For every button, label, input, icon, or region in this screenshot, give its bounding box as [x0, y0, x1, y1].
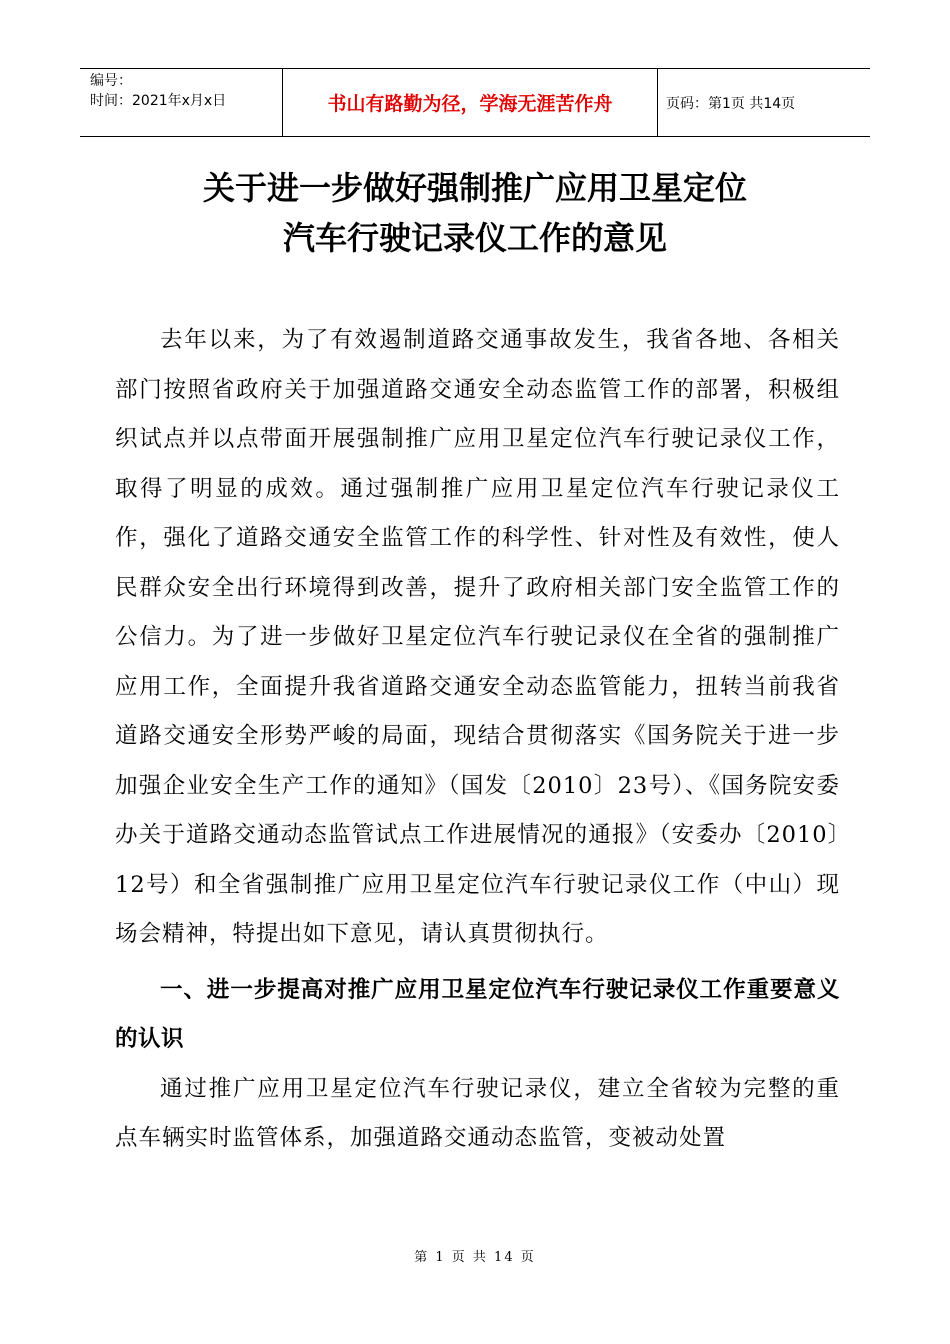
document-title-line-1: 关于进一步做好强制推广应用卫星定位: [202, 169, 747, 207]
header-motto: 书山有路勤为径，学海无涯苦作舟: [282, 69, 658, 136]
document-title-line-2: 汽车行驶记录仪工作的意见: [282, 219, 667, 257]
section-heading-1: 一、进一步提高对推广应用卫星定位汽车行驶记录仪工作重要意义的认识: [115, 976, 840, 1052]
paragraph-1: 去年以来，为了有效遏制道路交通事故发生，我省各地、各相关部门按照省政府关于加强道路交通安全动态监管工作的部署，积极组织试点并以点带面开展强制推广应用卫星定位汽车行驶记录仪工作，取得了明显的成效。通过强制推广应用卫星定位汽车行驶记录仪工作，强化了道路交通安全监管工作的科学性、针对性及有效性，使人民群众安全出行环境得到改善，提升了政府相关部门安全监管工作的公信力。为了进一步做好卫星定位汽车行驶记录仪在全省的强制推广应用工作，全面提升我省道路交通安全动态监管能力，扭转当前我省道路交通安全形势严峻的局面，现结合贯彻落实《国务院关于进一步加强企业安全生产工作的通知》（国发〔2010〕23号）、《国务院安委办关于道路交通动态监管试点工作进展情况的通报》（安委办〔2010〕12号）和全省强制推广应用卫星定位汽车行驶记录仪工作（中山）现场会精神，特提出如下意见，请认真贯彻执行。: [115, 327, 840, 947]
header-meta: [80, 69, 282, 136]
time-label: 时间：2021年x月x日: [90, 93, 227, 109]
number-label: 编号：: [90, 73, 132, 89]
document-header: [80, 68, 870, 137]
page-footer: 第 1 页 共 14 页: [414, 1250, 536, 1265]
header-page-info: 页码：第1页 共14页: [666, 95, 796, 112]
paragraph-2: 通过推广应用卫星定位汽车行驶记录仪，建立全省较为完整的重点车辆实时监管体系，加强道路交通动态监管，变被动处置: [115, 1075, 840, 1151]
document-body: [115, 316, 840, 1164]
